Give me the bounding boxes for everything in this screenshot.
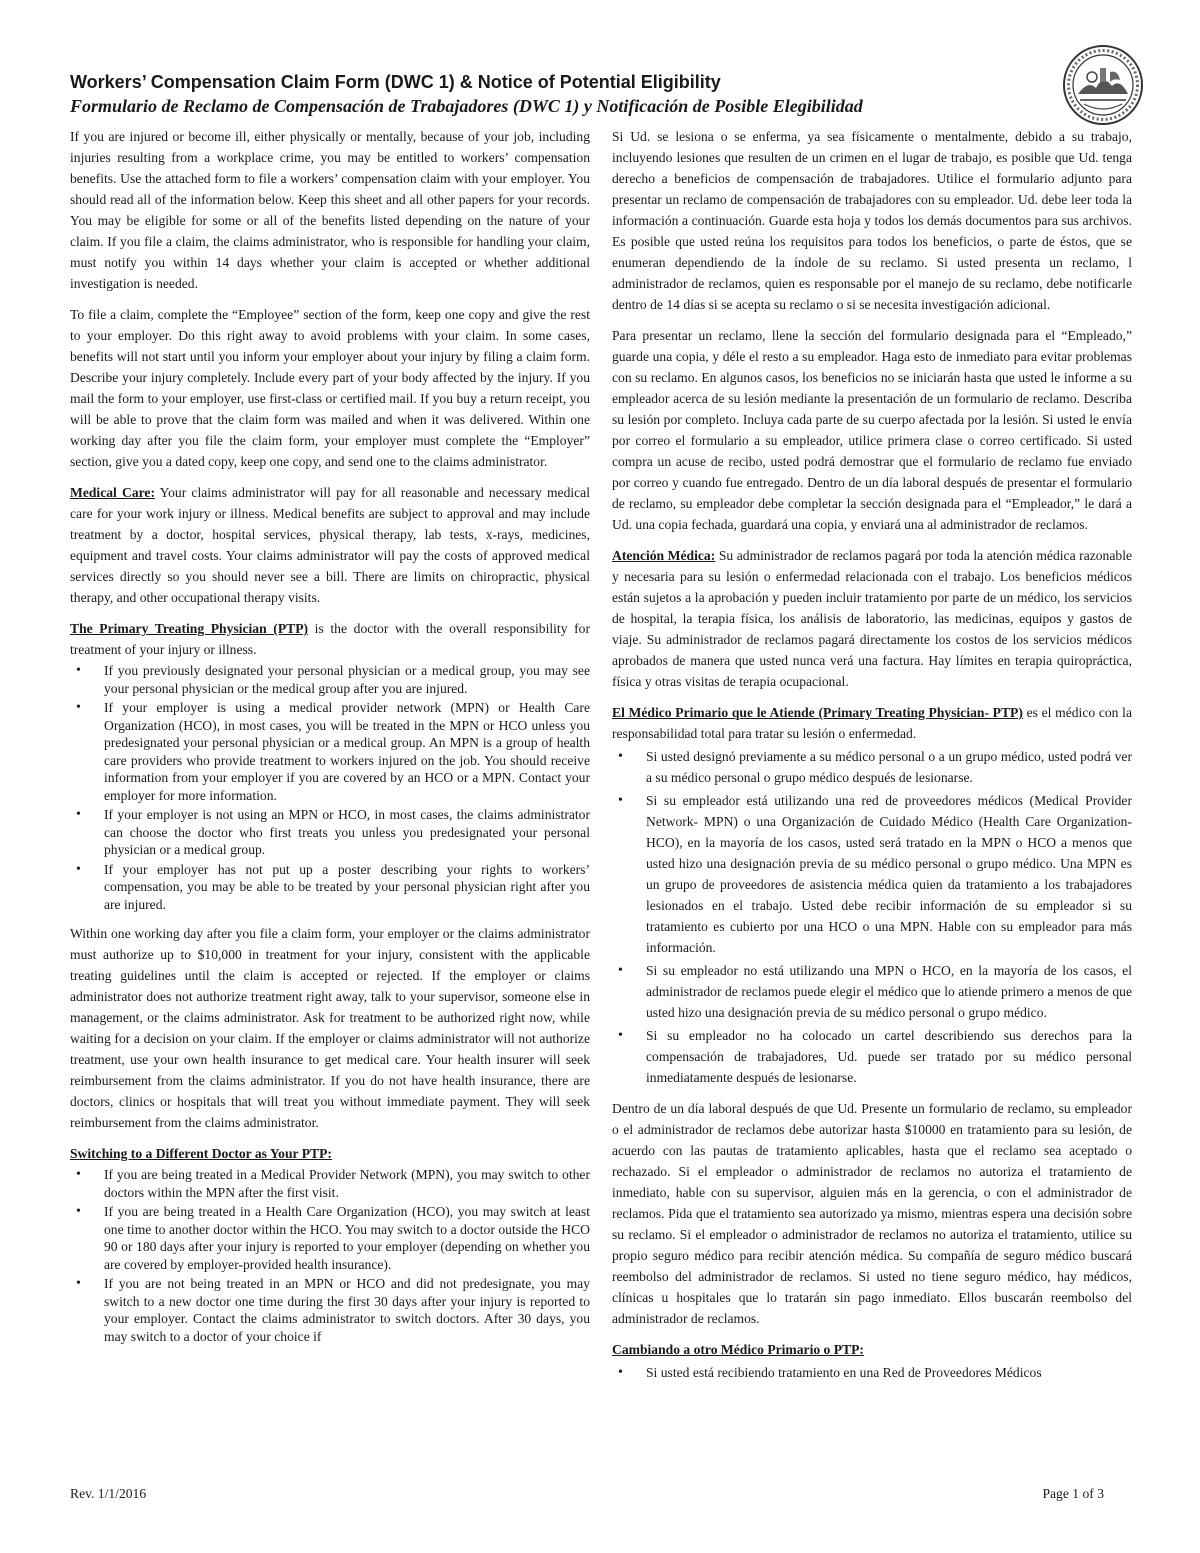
switching-heading: Switching to a Different Doctor as Your PTP: <box>70 1146 332 1161</box>
switching-heading: Cambiando a otro Médico Primario o PTP: <box>612 1342 864 1357</box>
ptp-list <box>70 662 590 913</box>
revision-date: Rev. 1/1/2016 <box>70 1486 147 1501</box>
title-spanish: Formulario de Reclamo de Compensación de Trabajadores (DWC 1) y Notificación de Posible Elegibilidad <box>70 96 863 116</box>
medical-care-paragraph <box>612 545 1132 692</box>
state-seal-icon <box>1062 44 1144 126</box>
ptp-list <box>612 746 1132 1088</box>
medical-care-heading: Atención Médica: <box>612 548 716 563</box>
switching-list <box>612 1362 1132 1383</box>
list-item: • Si su empleador está utilizando una red de proveedores médicos (Medical Provider Network- MPN) o una Organización de Cuidado Médico (Health Care Organization- HCO), en la mayoría de los casos, usted será tratado en la MPN o HCO a menos que usted hizo una designación previa de su médico personal o grupo médico. Una MPN es un grupo de proveedores de asistencia médica quien da tratamiento a los trabajadores lesionados en el trabajo. Usted debe recibir información de su empleador si su tratamiento es cubierto por una HCO o una MPN. Hable con su empleador para más información. <box>646 790 1132 958</box>
list-item: • If your employer is using a medical provider network (MPN) or Health Care Organization (HCO), in most cases, you will be treated in the MPN or HCO unless you predesignated your personal physician or a medical group. An MPN is a group of health care providers who provide treatment to workers injured on the job. You should receive information from your employer if you are covered by an HCO or a MPN. Contact your employer for more information. <box>104 699 590 804</box>
page-number: Page 1 of 3 <box>1042 1486 1104 1501</box>
switching-heading-line <box>612 1339 1132 1360</box>
english-column <box>70 126 590 1355</box>
spanish-column <box>612 126 1132 1393</box>
list-item: • If you are being treated in a Medical Provider Network (MPN), you may switch to other doctors within the MPN after the first visit. <box>104 1166 590 1201</box>
medical-care-heading: Medical Care: <box>70 485 155 500</box>
list-item: • If you previously designated your personal physician or a medical group, you may see your personal physician or the medical group after you are injured. <box>104 662 590 697</box>
document-header <box>70 70 1050 118</box>
ptp-paragraph <box>70 618 590 660</box>
title-english: Workers’ Compensation Claim Form (DWC 1) & Notice of Potential Eligibility <box>70 72 721 92</box>
authorization-paragraph: Dentro de un día laboral después de que Ud. Presente un formulario de reclamo, su empleador o el administrador de reclamos debe autorizar hasta $10000 en tratamiento para su lesión, de acuerdo con las pautas de tratamiento aplicables, hasta que el reclamo sea aceptado o rechazado. Si el empleador o administrador de reclamos no autoriza el tratamiento de inmediato, hable con su supervisor, alguien más en la gerencia, o con el administrador de reclamos. Pida que el tratamiento sea autorizado ya mismo, mientras espera una decisión sobre su reclamo. Si el empleador o administrador de reclamos no autoriza el tratamiento, utilice su propio seguro médico para recibir atención médica. Su compañía de seguro médico buscará reembolso del administrador de reclamos. Si usted no tiene seguro médico, hay médicos, clínicas u hospitales que lo tratarán sin pago inmediato. Ellos buscarán reembolso del administrador de reclamos. <box>612 1101 1132 1326</box>
medical-care-paragraph <box>70 482 590 608</box>
intro-paragraph: If you are injured or become ill, either physically or mentally, because of your job, including injuries resulting from a workplace crime, you may be entitled to workers’ compensation benefits. Use the attached form to file a workers’ compensation claim with your employer. You should read all of the information below. Keep this sheet and all other papers for your records. You may be eligible for some or all of the benefits listed depending on the nature of your claim. If you file a claim, the claims administrator, who is responsible for handling your claim, must notify you within 14 days whether your claim is accepted or whether additional investigation is needed. <box>70 129 590 291</box>
list-item: • If your employer has not put up a poster describing your rights to workers’ compensation, you may be able to be treated by your personal physician right after you are injured. <box>104 861 590 914</box>
filing-paragraph: To file a claim, complete the “Employee” section of the form, keep one copy and give the rest to your employer. Do this right away to avoid problems with your claim. In some cases, benefits will not start until you inform your employer about your injury by filing a claim form. Describe your injury completely. Include every part of your body affected by the injury. If you mail the form to your employer, use first-class or certified mail. If you buy a return receipt, you will be able to prove that the claim form was mailed and when it was delivered. Within one working day after you file the claim form, your employer must complete the “Employer” section, give you a dated copy, keep one copy, and send one to the claims administrator. <box>70 307 590 469</box>
list-item: • If you are not being treated in an MPN or HCO and did not predesignate, you may switch to a new doctor one time during the first 30 days after your injury is reported to your employer. Contact the claims administrator to switch doctors. After 30 days, you may switch to a doctor of your choice if <box>104 1275 590 1345</box>
ptp-heading: El Médico Primario que le Atiende (Primary Treating Physician- PTP) <box>612 705 1023 720</box>
ptp-text: es el médico con la responsabilidad total para tratar su lesión o enfermedad. <box>612 705 1132 741</box>
authorization-paragraph: Within one working day after you file a claim form, your employer or the claims administrator must authorize up to $10,000 in treatment for your injury, consistent with the applicable treating guidelines until the claim is accepted or rejected. If the employer or claims administrator does not authorize treatment right away, talk to your supervisor, someone else in management, or the claims administrator. Ask for treatment to be authorized right now, while waiting for a decision on your claim. If the employer or claims administrator will not authorize treatment, use your own health insurance to get medical care. Your health insurer will seek reimbursement from the claims administrator. If you do not have health insurance, there are doctors, clinics or hospitals that will treat you without immediate payment. They will seek reimbursement from the claims administrator. <box>70 926 590 1130</box>
medical-care-text: Su administrador de reclamos pagará por toda la atención médica razonable y necesaria para su lesión o enfermedad relacionada con el trabajo. Los beneficios médicos están sujetos a la aprobación y pueden incluir tratamiento por parte de un médico, los servicios de hospital, la terapia física, los análisis de laboratorio, las medicinas, equipos y gastos de viaje. Su administrador de reclamos pagará directamente los costos de los servicios médicos aprobados de manera que usted nunca verá una factura. Hay límites en terapia quiropráctica, física y otras visitas de terapia ocupacional. <box>612 548 1132 689</box>
list-item: • If you are being treated in a Health Care Organization (HCO), you may switch at least one time to another doctor within the HCO. You may switch to a doctor outside the HCO 90 or 180 days after your injury is reported to your employer (depending on whether you are covered by employer-provided health insurance). <box>104 1203 590 1273</box>
list-item: • Si su empleador no está utilizando una MPN o HCO, en la mayoría de los casos, el administrador de reclamos puede elegir el médico que lo atiende primero a menos de que usted hizo una designación previa de su médico personal o grupo médico. <box>646 960 1132 1023</box>
ptp-heading: The Primary Treating Physician (PTP) <box>70 621 309 636</box>
switching-list <box>70 1166 590 1345</box>
ptp-paragraph <box>612 702 1132 744</box>
ptp-text: is the doctor with the overall responsibility for treatment of your injury or illness. <box>70 621 590 657</box>
list-item: • Si usted designó previamente a su médico personal o a un grupo médico, usted podrá ver a su médico personal o grupo médico después de lesionarse. <box>646 746 1132 788</box>
list-item: • Si usted está recibiendo tratamiento en una Red de Proveedores Médicos <box>646 1362 1132 1383</box>
filing-paragraph: Para presentar un reclamo, llene la sección del formulario designada para el “Empleado,” guarde una copia, y déle el resto a su empleador. Haga esto de inmediato para evitar problemas con su reclamo. En algunos casos, los beneficios no se iniciarán hasta que usted le informe a su empleador acerca de su lesión mediante la presentación de un formulario de reclamo. Describa su lesión por completo. Incluya cada parte de su cuerpo afectada por la lesión. Si usted le envía por correo el formulario a su empleador, utilice primera clase o correo certificado. Si usted compra un acuse de recibo, usted podrá demostrar que el formulario de reclamo fue enviado por correo y cuando fue entregado. Dentro de un día laboral después de presentar el formulario de reclamo, su empleador debe completar la sección designada para el “Empleador,” le dará a Ud. una copia fechada, guardará una copia, y enviará una al administrador de reclamos. <box>612 328 1132 532</box>
medical-care-text: Your claims administrator will pay for all reasonable and necessary medical care for your work injury or illness. Medical benefits are subject to approval and may include treatment by a doctor, hospital services, physical therapy, lab tests, x-rays, medicines, equipment and travel costs. Your claims administrator will pay the costs of approved medical services directly so you should never see a bill. There are limits on chiropractic, physical therapy, and other occupational therapy visits. <box>70 485 590 605</box>
list-item: • If your employer is not using an MPN or HCO, in most cases, the claims administrator can choose the doctor who first treats you unless you predesignated your personal physician or a medical group. <box>104 806 590 859</box>
switching-heading-line <box>70 1143 590 1164</box>
intro-paragraph: Si Ud. se lesiona o se enferma, ya sea físicamente o mentalmente, debido a su trabajo, incluyendo lesiones que resulten de un crimen en el lugar de trabajo, es posible que Ud. tenga derecho a beneficios de compensación de trabajadores. Utilice el formulario adjunto para presentar un reclamo de compensación de trabajadores con su empleador. Ud. debe leer toda la información a continuación. Guarde esta hoja y todos los demás documentos para sus archivos. Es posible que usted reúna los requisitos para todos los beneficios, o parte de éstos, que se enumeran dependiendo de la índole de su reclamo. Si usted presenta un reclamo, l administrador de reclamos, quien es responsable por el manejo de su reclamo, debe notificarle dentro de 14 días si se acepta su reclamo o si se necesita investigación adicional. <box>612 129 1132 312</box>
list-item: • Si su empleador no ha colocado un cartel describiendo sus derechos para la compensación de trabajadores, Ud. puede ser tratado por su médico personal inmediatamente después de lesionarse. <box>646 1025 1132 1088</box>
